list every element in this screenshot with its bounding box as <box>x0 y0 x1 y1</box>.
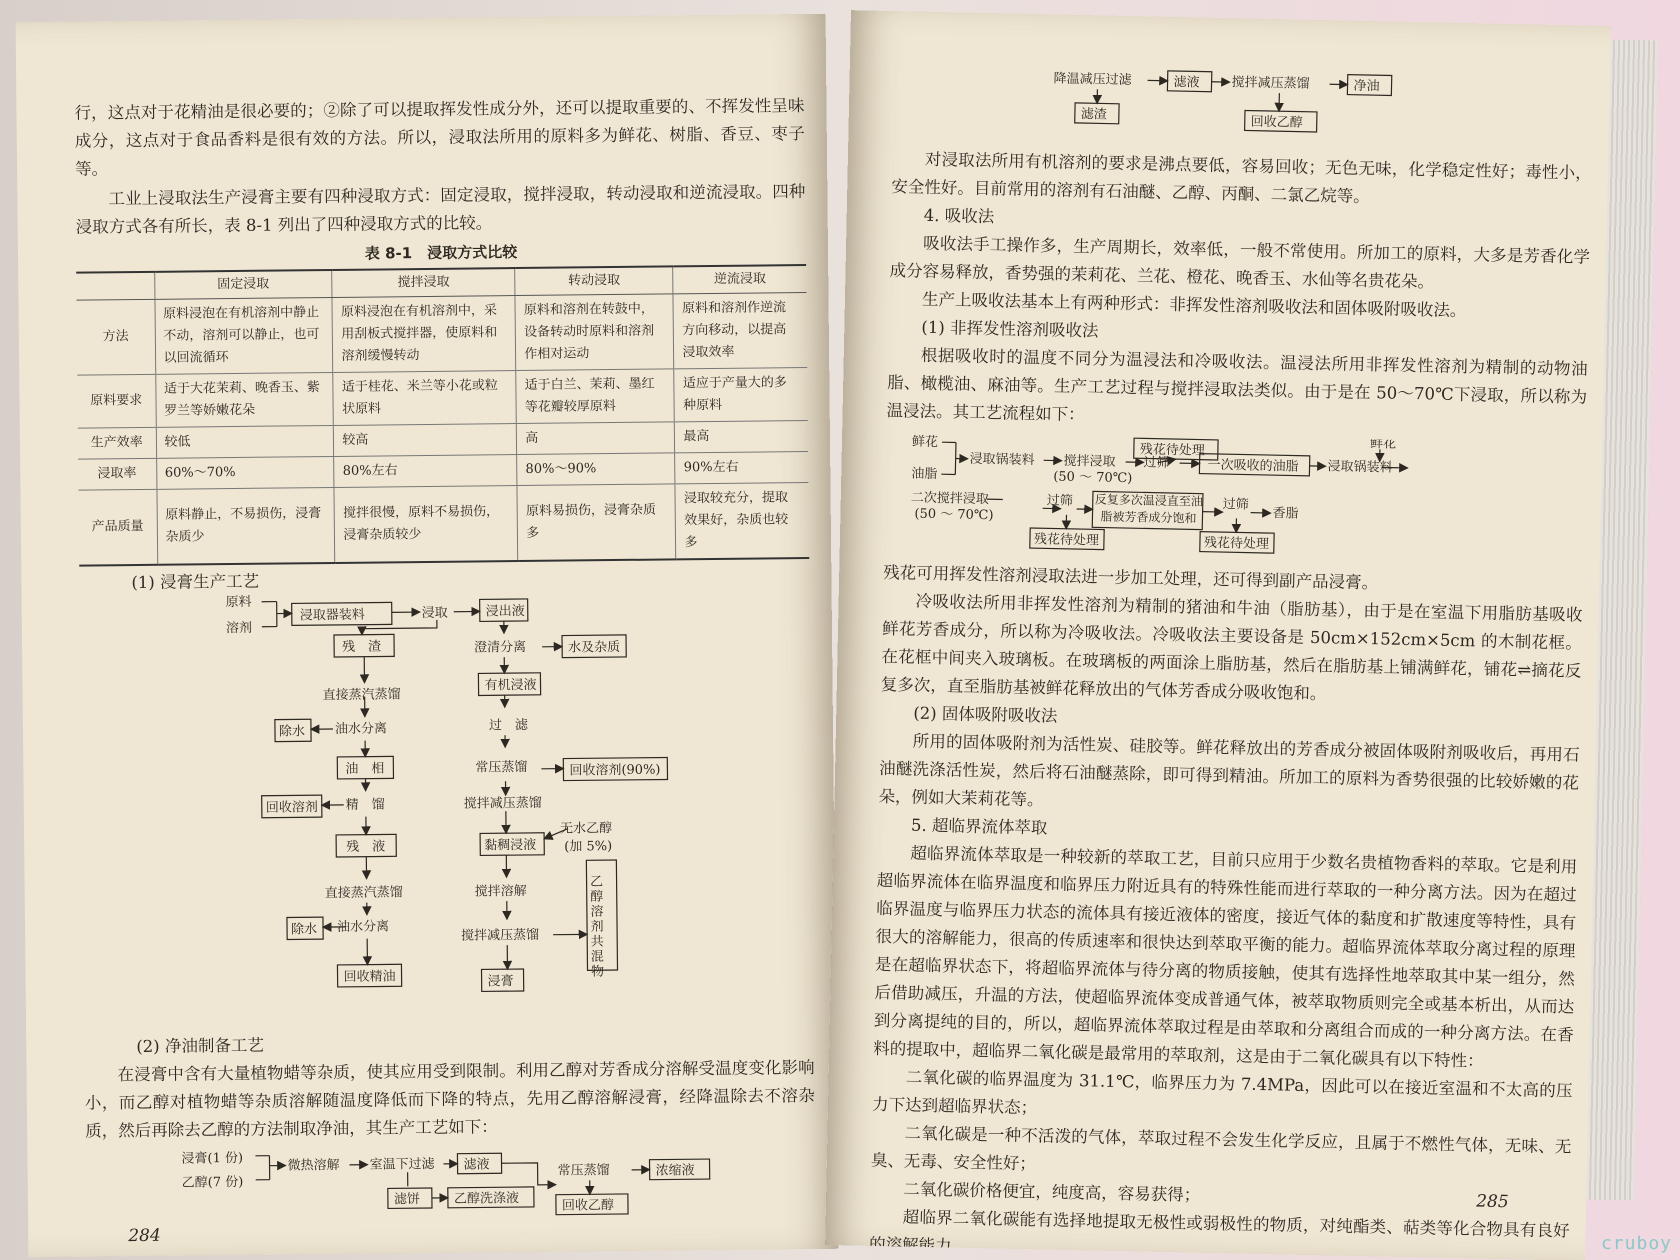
table-cell: 60%～70% <box>156 456 334 489</box>
flow2-room-filter: 室温下过滤 <box>369 1156 435 1173</box>
flow2-concrete: 浸膏(1 份) <box>181 1150 244 1167</box>
top-flow-filtrate: 滤液 <box>1173 74 1200 91</box>
flow2-heat-dissolve: 微热溶解 <box>287 1157 340 1174</box>
flow1-recover-essential: 回收精油 <box>343 969 396 985</box>
flow2-cake: 滤饼 <box>393 1192 421 1208</box>
table-header-cell: 固定浸取 <box>154 270 332 299</box>
heading-absorption: 4. 吸收法 <box>923 205 995 227</box>
table-row <box>76 293 807 376</box>
flow1-thick-liquid: 黏稠浸液 <box>484 837 537 854</box>
flow3-fresh-flower: 鲜花 <box>911 434 939 451</box>
flow1-vac-distill-2: 搅拌减压蒸馏 <box>461 927 540 944</box>
flow1-rectify: 精 馏 <box>345 797 385 813</box>
row-header: 方法 <box>76 299 155 375</box>
flow1-recover-solvent-90: 回收溶剂(90%) <box>569 762 661 779</box>
table-cell: 适于桂花、米兰等小花或粒状原料 <box>333 371 516 426</box>
table-cell: 较低 <box>156 425 334 458</box>
right-paragraph-11: 二氧化碳价格便宜，纯度高，容易获得； <box>903 1179 1201 1205</box>
flow1-concrete: 浸膏 <box>487 974 514 990</box>
top-flow-vac-distill: 搅拌减压蒸馏 <box>1231 75 1310 92</box>
flow1-atm-distill: 常压蒸馏 <box>475 759 528 776</box>
row-header: 生产效率 <box>78 427 156 459</box>
flow1-filter: 过 滤 <box>488 717 529 734</box>
flow3-fresh-flower-2: 鲜花 <box>1369 436 1397 452</box>
section-absolute-process: (2) 净油制备工艺 <box>136 1035 265 1057</box>
table-cell: 原料浸泡在有机溶剂中，采用刮板式搅拌器，使原料和溶剂缓慢转动 <box>332 296 516 373</box>
concrete-flow-diagram <box>222 586 787 1028</box>
table-header-cell <box>76 272 154 300</box>
top-flow-diagram <box>1048 62 1470 151</box>
flow1-water-impurity: 水及杂质 <box>568 639 621 656</box>
table-cell: 较高 <box>334 424 517 457</box>
table-cell: 原料易损伤，浸膏杂质多 <box>517 484 676 561</box>
flow1-extract: 浸取 <box>421 605 448 622</box>
right-page <box>825 10 1611 1260</box>
flow1-remove-water: 除水 <box>278 724 306 740</box>
flow1-extract-liquid: 浸出液 <box>485 603 525 620</box>
sub-heading-nonvolatile: (1) 非挥发性溶剂吸收法 <box>921 317 1099 341</box>
table-cell: 原料浸泡在有机溶剂中静止不动，溶剂可以静止，也可以回流循环 <box>154 297 333 374</box>
flow1-oil-phase: 油 相 <box>345 761 385 777</box>
top-flow-cool-filter: 降温减压过滤 <box>1053 71 1132 89</box>
flow3-repeat: 反复多次温浸直至油脂被芳香成分饱和 <box>1094 492 1203 526</box>
flow1-residue: 残 渣 <box>342 639 382 655</box>
table-header-cell: 搅拌浸取 <box>332 268 515 297</box>
page-number-right: 285 <box>1475 1191 1509 1213</box>
right-paragraph-7: 所用的固体吸附剂为活性炭、硅胶等。鲜花释放出的芳香成分被固体吸附剂吸收后，再用石油醚洗涤活性炭，然后将石油醚蒸除，即可得到精油。所加工的原料为香势很强的比较娇嫩的花朵，例如大茉莉花等。 <box>878 731 1580 810</box>
flow1-steam-distill: 直接蒸汽蒸馏 <box>322 687 401 704</box>
flow3-stir-extract: 搅拌浸取 <box>1063 453 1116 470</box>
flow1-raw: 原料 <box>225 594 252 611</box>
table-cell: 90%左右 <box>675 451 808 483</box>
flow1-solvent: 溶剂 <box>225 620 253 637</box>
section-concrete-process: (1) 浸膏生产工艺 <box>131 571 260 593</box>
comparison-table <box>76 264 809 567</box>
table-cell: 适应于产量大的多种原料 <box>674 368 808 422</box>
table-cell: 80%左右 <box>334 455 517 488</box>
absolute-flow-diagram <box>177 1142 778 1222</box>
flow2-recover-ethanol: 回收乙醇 <box>561 1198 615 1214</box>
heading-supercritical: 5. 超临界流体萃取 <box>910 815 1048 838</box>
flow2-ethanol-wash: 乙醇洗涤液 <box>453 1191 519 1207</box>
right-paragraph-2: 吸收法手工操作多，生产周期长，效率低，一般不常使用。所加工的原料，大多是芳香化学成分容易释放，香势强的茉莉花、兰花、橙花、晚香玉、水仙等名贵花朵。 <box>889 233 1591 292</box>
table-cell: 80%～90% <box>517 453 676 486</box>
top-flow-recover-ethanol: 回收乙醇 <box>1250 114 1303 131</box>
right-paragraph-5: 残花可用挥发性溶剂浸取法进一步加工处理，还可得到副产品浸膏。 <box>883 562 1379 593</box>
row-header: 产品质量 <box>78 489 157 565</box>
flow1-add-5: (加 5%) <box>564 839 613 855</box>
flow1-load: 浸取器装料 <box>299 607 365 624</box>
table-caption: 表 8-1 浸取方式比较 <box>364 243 518 263</box>
right-paragraph-12: 超临界二氧化碳能有选择地提取无极性或弱极性的物质，对纯酯类、萜类等化合物具有良好的溶解能力。 <box>868 1207 1570 1256</box>
flow1-oil-water-sep: 油水分离 <box>334 721 388 737</box>
flow1-steam-distill-2: 直接蒸汽蒸馏 <box>324 885 403 902</box>
flow2-ethanol: 乙醇(7 份) <box>181 1174 244 1191</box>
left-page <box>16 14 839 1257</box>
flow1-ethanol-mix: 乙醇溶剂共混物 <box>587 874 604 980</box>
comparison-table-wrap <box>76 264 809 567</box>
flow1-recover-solvent: 回收溶剂 <box>265 800 318 816</box>
top-flow-absolute: 净油 <box>1353 78 1380 95</box>
flow1-abs-ethanol: 无水乙醇 <box>559 821 613 837</box>
table-header-cell: 逆流浸取 <box>673 265 806 294</box>
left-paragraph-3: 在浸膏中含有大量植物蜡等杂质，使其应用受到限制。利用乙醇对芳香成分溶解受温度变化影响小，而乙醇对植物蜡等杂质溶解随温度降低而下降的特点，先用乙醇溶解浸膏，经降温除去不溶杂质，然后再除去乙醇的方法制取净油，其生产工艺如下： <box>84 1057 815 1141</box>
flow3-filter-3: 过筛 <box>1222 497 1249 513</box>
flow3-temp-2: (50 ～ 70℃) <box>914 506 994 524</box>
flow3-residue-treat-2: 残花待处理 <box>1033 532 1100 549</box>
right-paragraph-10: 二氧化碳是一种不活泼的气体，萃取过程不会发生化学反应，且属于不燃性气体，无味、无臭、无毒、安全性好； <box>870 1123 1572 1174</box>
flow3-temp-1: (50 ～ 70℃) <box>1053 469 1133 487</box>
flow1-oil-water-sep-2: 油水分离 <box>336 919 390 935</box>
table-cell: 搅拌很慢，原料不易损伤，浸膏杂质较少 <box>334 486 518 563</box>
warm-infusion-flow-diagram <box>906 429 1548 564</box>
flow3-residue-treat: 残花待处理 <box>1139 442 1206 459</box>
right-paragraph-3: 生产上吸收法基本上有两种形式：非挥发性溶剂吸收法和固体吸附吸收法。 <box>921 289 1467 321</box>
flow3-once-grease: 一次吸收的油脂 <box>1207 457 1299 475</box>
flow2-filtrate: 滤液 <box>463 1157 490 1173</box>
flow1-residue-liquid: 残 液 <box>346 839 386 855</box>
table-row <box>78 482 809 565</box>
flow3-grease: 油脂 <box>911 466 938 483</box>
sub-heading-solid-adsorption: (2) 固体吸附吸收法 <box>913 703 1058 726</box>
flow1-remove-water-2: 除水 <box>290 922 318 938</box>
right-paragraph-9: 二氧化碳的临界温度为 31.1℃，临界压力为 7.4MPa，因此可以在接近室温和不太高的压力下达到超临界状态； <box>871 1067 1573 1118</box>
right-paragraph-6: 冷吸收法所用非挥发性溶剂为精制的猪油和牛油（脂肪基），由于是在室温下用脂肪基吸收鲜花芳香成分，所以称为冷吸收法。冷吸收法主要设备是 50cm×152cm×5cm 的木制花框。在花框中间夹入玻璃板。在玻璃板的两面涂上脂肪基，然后在脂肪基上铺满鲜花，铺花⇌摘花反复多次，直至脂肪基被鲜花释放出的气体芳香成分吸收饱和。 <box>880 591 1583 704</box>
table-cell: 最高 <box>675 421 808 453</box>
table-cell: 适于大花茉莉、晚香玉、紫罗兰等娇嫩花朵 <box>155 372 333 427</box>
left-paragraph-1: 行，这点对于花精油是很必要的；②除了可以提取挥发性成分外，还可以提取重要的、不挥发性呈味成分，这点对于食品香料是很有效的方法。所以，浸取法所用的原料多为鲜花、树脂、香豆、枣子等。 <box>74 96 805 179</box>
table-cell: 原料和溶剂在转鼓中，设备转动时原料和溶剂作相对运动 <box>515 294 674 371</box>
watermark: cruboy <box>1600 1233 1672 1254</box>
top-flow-residue: 滤渣 <box>1080 107 1108 123</box>
flow1-clarify: 澄清分离 <box>474 639 527 656</box>
page-number-left: 284 <box>128 1225 161 1247</box>
right-paragraph-4: 根据吸收时的温度不同分为温浸法和冷吸收法。温浸法所用非挥发性溶剂为精制的动物油脂、橄榄油、麻油等。生产工艺过程与搅拌浸取法类似。由于是在 50～70℃下浸取，所以称为温浸法。其工艺流程如下： <box>886 345 1588 425</box>
flow2-atm-distill: 常压蒸馏 <box>557 1163 610 1179</box>
table-cell: 浸取较充分，提取效果好，杂质也较多 <box>675 482 809 559</box>
flow3-load: 浸取锅装料 <box>969 451 1035 469</box>
table-cell: 原料静止，不易损伤，浸膏杂质少 <box>156 487 335 564</box>
flow3-second-extract: 二次搅拌浸取 <box>910 490 989 508</box>
right-paragraph-1: 对浸取法所用有机溶剂的要求是沸点要低，容易回收；无色无味，化学稳定性好；毒性小，安全性好。目前常用的溶剂有石油醚、乙醇、丙酮、二氯乙烷等。 <box>891 149 1592 207</box>
flow1-organic-liquid: 有机浸液 <box>484 677 537 694</box>
flow1-vac-distill: 搅拌减压蒸馏 <box>463 795 542 812</box>
flow1-stir-dissolve: 搅拌溶解 <box>474 883 527 900</box>
flow3-pomade: 香脂 <box>1272 506 1299 522</box>
table-header-cell: 转动浸取 <box>515 266 673 295</box>
table-cell: 适于白兰、茉莉、墨红等花瓣较厚原料 <box>516 369 675 424</box>
left-paragraph-2: 工业上浸取法生产浸膏主要有四种浸取方式：固定浸取，搅拌浸取，转动浸取和逆流浸取。四种浸取方式各有所长，表 8-1 列出了四种浸取方式的比较。 <box>75 182 806 237</box>
flow3-residue-treat-3: 残花待处理 <box>1203 535 1270 553</box>
right-paragraph-8: 超临界流体萃取是一种较新的萃取工艺，目前只应用于少数名贵植物香料的萃取。它是利用超临界流体在临界温度和临界压力附近具有的特殊性能而进行萃取的一种分离方法。因为在超过临界温度与临界压力状态的流体具有接近液体的密度，接近气体的黏度和扩散速度等特性，具有很大的溶解能力，很高的传质速率和很快达到萃取平衡的能力。超临界流体萃取分离过程的原理是在超临界状态下，将超临界流体与待分离的物质接触，使其有选择性地萃取其中某一组分，然后借助减压，升温的方法，使超临界流体变成普通气体，被萃取物质则完全或基本析出，从而达到分离提纯的目的，所以，超临界流体萃取过程是由萃取和分离组合而成的一种分离方法。在香料的提取中，超临界二氧化碳是最常用的萃取剂，这是由于二氧化碳具有以下特性： <box>873 843 1578 1071</box>
flow3-filter: 过筛 <box>1143 455 1170 471</box>
flow3-filter-2: 过筛 <box>1046 493 1073 509</box>
table-cell: 高 <box>517 422 676 455</box>
row-header: 原料要求 <box>77 374 156 428</box>
table-cell: 原料和溶剂作逆流方向移动，以提高浸取效率 <box>673 293 807 369</box>
flow3-load-2: 浸取锅装料 <box>1327 459 1393 476</box>
flow2-concentrate: 浓缩液 <box>655 1163 695 1179</box>
row-header: 浸取率 <box>78 458 156 490</box>
table-row <box>77 368 808 429</box>
